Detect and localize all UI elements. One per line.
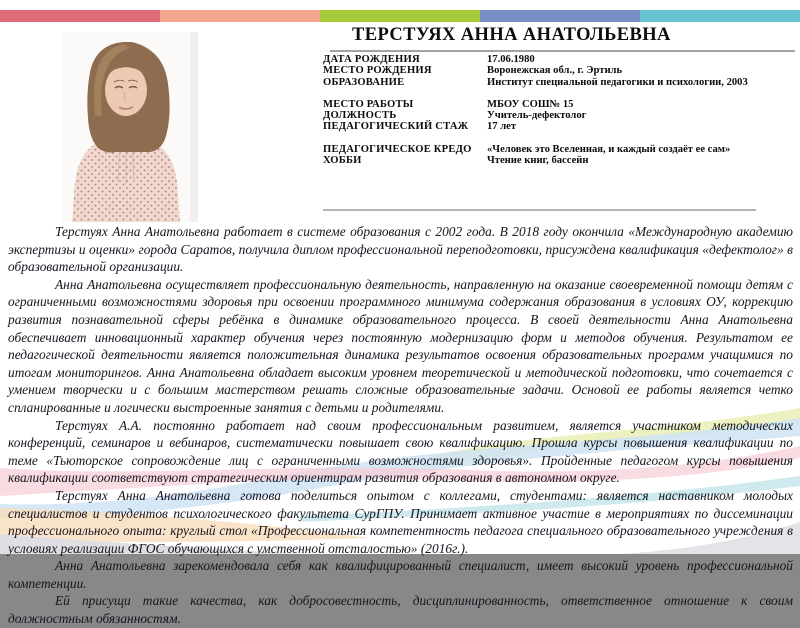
info-value: 17.06.1980: [487, 54, 535, 65]
info-row: [323, 54, 795, 65]
info-value: Институт специальной педагогики и психологии, 2003: [487, 76, 748, 88]
info-label: ОБРАЗОВАНИЕ: [323, 76, 405, 88]
info-value: 17 лет: [487, 121, 517, 133]
top-bar-segment-teal: [640, 10, 800, 22]
top-bar-segment-green: [320, 10, 480, 22]
page-title: ТЕРСТУЯХ АННА АНАТОЛЬЕВНА: [352, 25, 671, 45]
biography-text: [8, 223, 793, 628]
bio-paragraph: Анна Анатольевна зарекомендовала себя как квалифицированный специалист, имеет высокий уровень профессиональной компетенции.: [8, 558, 793, 591]
info-group-birth: [323, 54, 795, 88]
info-row: [323, 65, 795, 76]
info-row: [323, 110, 795, 121]
info-value: Воронежская обл., г. Эртиль: [487, 65, 623, 77]
info-row: [323, 99, 795, 110]
info-value: Чтение книг, бассейн: [487, 155, 589, 167]
portrait-photo: [62, 32, 198, 222]
bio-paragraph: Анна Анатольевна осуществляет профессиональную деятельность, направленную на оказание своевременной помощи детям с ограниченными возможностями здоровья при освоении программного минимума содержания образования в условиях ОУ, коррекцию развития познавательной сферы ребёнка в динамике образовательного процесса. В своей деятельности Анна Анатольевна обеспечивает инновационный характер обучения через постоянную модернизацию форм и методов обучения. Результатом ее педагогической деятельности является положительная динамика результатов освоения образовательных программ учащимися по итогам мониторингов. Анна Анатольевна обладает высоким уровнем теоретической и методической подготовки, что сочетается с умением творчески и с большим мастерством решать сложные образовательные задачи. Основой ее работы является четко спланированные и логически выстроенные занятия с детьми и родителями.: [8, 276, 793, 415]
info-row: [323, 121, 795, 132]
bio-paragraph: Терстуях Анна Анатольевна готова поделиться опытом с коллегами, студентами: является наставником молодых специалистов и студентов психологического факультета СурГПУ. Принимает активное участие в мероприятиях по диссеминации профессионального опыта: круглый стол «Профессиональная компетентность педагога специального образовательного учреждения в условиях реализации ФГОС обучающихся с умственной отсталостью» (2016г.).: [8, 487, 793, 556]
info-value: «Человек это Вселенная, и каждый создаёт ее сам»: [487, 143, 731, 155]
info-table: [323, 54, 795, 177]
bio-paragraph: Терстуях А.А. постоянно работает над своим профессиональным развитием, является участником методических конференций, семинаров и вебинаров, систематически повышает свою квалификацию. Прошла курсы повышения квалификации по теме «Тьюторское сопровождение лиц с ограниченными возможностями здоровья». Пройденные педагогом курсы повышения квалификации соответствуют стратегическим ориентирам развития образования в автономном округе.: [8, 417, 793, 486]
top-bar-segment-blue: [480, 10, 640, 22]
info-row: [323, 77, 795, 88]
info-group-work: [323, 99, 795, 133]
bio-paragraph: Терстуях Анна Анатольевна работает в системе образования с 2002 года. В 2018 году окончила «Международную академию экспертизы и оценки» города Саратов, получила диплом профессиональной переподготовки, присуждена квалификация «дефектолог» в образовательной организации.: [8, 224, 793, 275]
info-label: ПЕДАГОГИЧЕСКОЕ КРЕДО: [323, 143, 472, 155]
info-label: ДОЛЖНОСТЬ: [323, 110, 397, 122]
top-bar-segment-salmon: [160, 10, 320, 22]
info-label: МЕСТО РОЖДЕНИЯ: [323, 65, 432, 77]
title-block: [330, 25, 795, 52]
info-label: МЕСТО РАБОТЫ: [323, 98, 414, 110]
bio-paragraph: Ей присущи такие качества, как добросовестность, дисциплинированность, ответственное отношение к своим должностным обязанностям.: [8, 593, 793, 627]
info-value: Учитель-дефектолог: [487, 110, 587, 122]
info-label: ХОББИ: [323, 155, 362, 167]
info-label: ДАТА РОЖДЕНИЯ: [323, 54, 420, 65]
info-label: ПЕДАГОГИЧЕСКИЙ СТАЖ: [323, 121, 469, 133]
info-group-credo: [323, 144, 795, 167]
info-value: МБОУ СОШ№ 15: [487, 98, 574, 110]
top-color-bar: [0, 10, 800, 22]
info-row: [323, 155, 795, 166]
top-bar-segment-pink: [0, 10, 160, 22]
info-row: [323, 144, 795, 155]
info-divider-line: [323, 209, 756, 211]
